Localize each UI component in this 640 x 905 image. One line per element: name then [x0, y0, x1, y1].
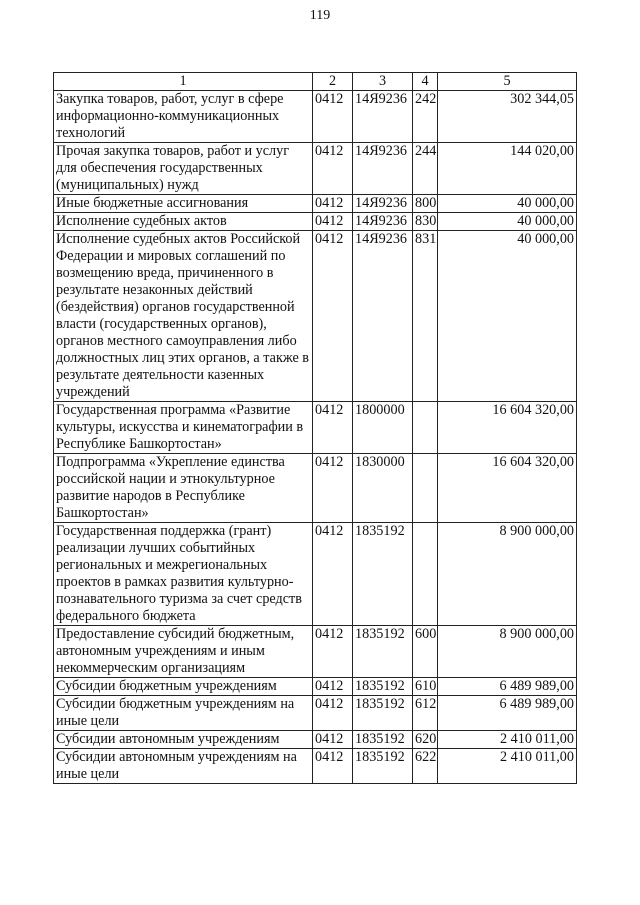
row-name: Исполнение судебных актов: [54, 213, 313, 231]
row-amount: 2 410 011,00: [438, 731, 577, 749]
row-target: 14Я9236: [353, 213, 413, 231]
row-type: [413, 454, 438, 523]
table-row: [54, 731, 577, 749]
table-row: [54, 454, 577, 523]
row-name: Иные бюджетные ассигнования: [54, 195, 313, 213]
row-amount: 6 489 989,00: [438, 696, 577, 731]
row-target: 1830000: [353, 454, 413, 523]
row-section: 0412: [313, 213, 353, 231]
row-name: Предоставление субсидий бюджетным, автономным учреждениям и иным некоммерческим организациям: [54, 626, 313, 678]
row-amount: 302 344,05: [438, 91, 577, 143]
header-cell-section: 2: [313, 73, 353, 91]
header-row: [54, 73, 577, 91]
row-amount: 2 410 011,00: [438, 749, 577, 784]
row-section: 0412: [313, 678, 353, 696]
row-section: 0412: [313, 231, 353, 402]
row-type: 242: [413, 91, 438, 143]
row-section: 0412: [313, 195, 353, 213]
row-target: 1800000: [353, 402, 413, 454]
table-row: [54, 749, 577, 784]
row-target: 1835192: [353, 696, 413, 731]
row-name: Прочая закупка товаров, работ и услуг для обеспечения государственных (муниципальных) нужд: [54, 143, 313, 195]
row-type: [413, 523, 438, 626]
row-type: 622: [413, 749, 438, 784]
row-target: 1835192: [353, 749, 413, 784]
row-target: 1835192: [353, 626, 413, 678]
row-type: 612: [413, 696, 438, 731]
table-row: [54, 678, 577, 696]
row-amount: 8 900 000,00: [438, 523, 577, 626]
row-section: 0412: [313, 143, 353, 195]
row-target: 1835192: [353, 678, 413, 696]
row-target: 1835192: [353, 523, 413, 626]
row-type: 620: [413, 731, 438, 749]
row-name: Государственная поддержка (грант) реализации лучших событийных региональных и межрегиональных проектов в рамках развития культурно-познавательного туризма за счет средств федерального бюджета: [54, 523, 313, 626]
row-amount: 16 604 320,00: [438, 454, 577, 523]
row-name: Субсидии автономным учреждениям: [54, 731, 313, 749]
row-target: 14Я9236: [353, 143, 413, 195]
table-row: [54, 523, 577, 626]
table-row: [54, 91, 577, 143]
row-name: Субсидии бюджетным учреждениям: [54, 678, 313, 696]
row-name: Государственная программа «Развитие культуры, искусства и кинематографии в Республике Башкортостан»: [54, 402, 313, 454]
row-name: Исполнение судебных актов Российской Федерации и мировых соглашений по возмещению вреда, причиненного в результате незаконных действий (бездействия) органов государственной власти (государственных органов), органов местного самоуправления либо должностных лиц этих органов, а также в результате деятельности казенных учреждений: [54, 231, 313, 402]
row-amount: 40 000,00: [438, 231, 577, 402]
budget-table: [53, 72, 577, 784]
row-target: 1835192: [353, 731, 413, 749]
row-target: 14Я9236: [353, 91, 413, 143]
header-cell-amount: 5: [438, 73, 577, 91]
page-number: 119: [309, 8, 331, 23]
row-section: 0412: [313, 749, 353, 784]
header-cell-name: 1: [54, 73, 313, 91]
table-row: [54, 402, 577, 454]
row-amount: 144 020,00: [438, 143, 577, 195]
header-cell-target: 3: [353, 73, 413, 91]
row-name: Подпрограмма «Укрепление единства российской нации и этнокультурное развитие народов в Республике Башкортостан»: [54, 454, 313, 523]
row-type: 600: [413, 626, 438, 678]
row-amount: 16 604 320,00: [438, 402, 577, 454]
row-type: 800: [413, 195, 438, 213]
row-amount: 6 489 989,00: [438, 678, 577, 696]
table-row: [54, 231, 577, 402]
row-section: 0412: [313, 91, 353, 143]
table-row: [54, 213, 577, 231]
table-row: [54, 195, 577, 213]
table-row: [54, 626, 577, 678]
row-section: 0412: [313, 626, 353, 678]
row-type: 244: [413, 143, 438, 195]
row-section: 0412: [313, 402, 353, 454]
row-type: 610: [413, 678, 438, 696]
row-section: 0412: [313, 523, 353, 626]
row-name: Субсидии автономным учреждениям на иные цели: [54, 749, 313, 784]
row-section: 0412: [313, 454, 353, 523]
row-target: 14Я9236: [353, 195, 413, 213]
row-name: Субсидии бюджетным учреждениям на иные цели: [54, 696, 313, 731]
row-target: 14Я9236: [353, 231, 413, 402]
row-section: 0412: [313, 696, 353, 731]
row-type: 831: [413, 231, 438, 402]
table-row: [54, 143, 577, 195]
row-section: 0412: [313, 731, 353, 749]
row-name: Закупка товаров, работ, услуг в сфере информационно-коммуникационных технологий: [54, 91, 313, 143]
row-amount: 40 000,00: [438, 195, 577, 213]
row-amount: 8 900 000,00: [438, 626, 577, 678]
row-type: 830: [413, 213, 438, 231]
row-amount: 40 000,00: [438, 213, 577, 231]
header-cell-type: 4: [413, 73, 438, 91]
table-row: [54, 696, 577, 731]
row-type: [413, 402, 438, 454]
